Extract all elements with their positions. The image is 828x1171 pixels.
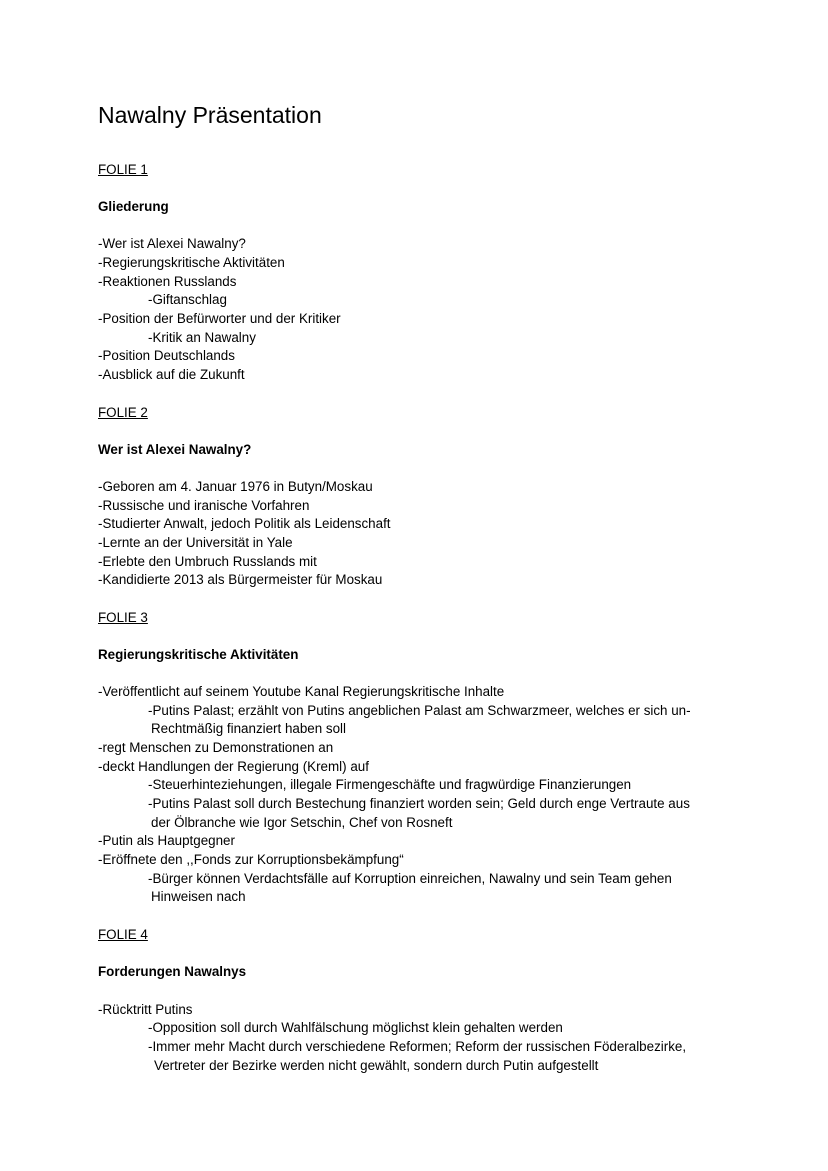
slide-3-line: -Putin als Hauptgegner — [98, 833, 235, 848]
slide-2-line: -Geboren am 4. Januar 1976 in Butyn/Moskau — [98, 479, 373, 494]
slide-3-subline: Rechtmäßig finanziert haben soll — [151, 721, 347, 736]
slide-3-label: FOLIE 3 — [98, 610, 148, 625]
slide-4-label: FOLIE 4 — [98, 927, 148, 942]
slide-1-line: -Ausblick auf die Zukunft — [98, 367, 245, 382]
slide-3-line: -regt Menschen zu Demonstrationen an — [98, 740, 334, 755]
slide-2-label: FOLIE 2 — [98, 405, 148, 420]
slide-2-line: -Erlebte den Umbruch Russlands mit — [98, 554, 317, 569]
slide-3-line: -Veröffentlicht auf seinem Youtube Kanal Regierungskritische Inhalte — [98, 684, 505, 699]
slide-3-subline: -Putins Palast soll durch Bestechung finanziert worden sein; Geld durch enge Vertraute aus — [148, 796, 690, 811]
slide-2-line: -Studierter Anwalt, jedoch Politik als Leidenschaft — [98, 516, 391, 531]
slide-3-subline: -Steuerhinteziehungen, illegale Firmengeschäfte und fragwürdige Finanzierungen — [148, 777, 632, 792]
slide-1-subline: -Kritik an Nawalny — [148, 330, 256, 345]
slide-3-heading: Regierungskritische Aktivitäten — [98, 647, 299, 662]
slide-3-line: -deckt Handlungen der Regierung (Kreml) auf — [98, 759, 369, 774]
slide-2-line: -Russische und iranische Vorfahren — [98, 498, 310, 513]
slide-3-subline: Hinweisen nach — [151, 889, 246, 904]
slide-1-line: -Wer ist Alexei Nawalny? — [98, 236, 246, 251]
slide-3-subline: der Ölbranche wie Igor Setschin, Chef von Rosneft — [151, 815, 453, 830]
slide-4-heading: Forderungen Nawalnys — [98, 964, 247, 979]
slide-1-line: -Reaktionen Russlands — [98, 274, 237, 289]
slide-2-line: -Lernte an der Universität in Yale — [98, 535, 293, 550]
slide-1-label: FOLIE 1 — [98, 162, 148, 177]
slide-1-subline: -Giftanschlag — [148, 292, 227, 307]
slide-4-subline: -Opposition soll durch Wahlfälschung möglichst klein gehalten werden — [148, 1020, 563, 1035]
slide-3-line: -Eröffnete den ,,Fonds zur Korruptionsbekämpfung“ — [98, 852, 404, 867]
slide-4-line: -Rücktritt Putins — [98, 1002, 193, 1017]
slide-1-heading: Gliederung — [98, 199, 169, 214]
slide-2-line: -Kandidierte 2013 als Bürgermeister für Moskau — [98, 572, 383, 587]
slide-1-line: -Position der Befürworter und der Kritiker — [98, 311, 341, 326]
document-title: Nawalny Präsentation — [98, 102, 322, 128]
slide-3-subline: -Bürger können Verdachtsfälle auf Korruption einreichen, Nawalny und sein Team gehen — [148, 871, 672, 886]
slide-1-line: -Position Deutschlands — [98, 348, 235, 363]
slide-2-heading: Wer ist Alexei Nawalny? — [98, 442, 252, 457]
slide-1-line: -Regierungskritische Aktivitäten — [98, 255, 285, 270]
slide-4-subline: Vertreter der Bezirke werden nicht gewählt, sondern durch Putin aufgestellt — [154, 1058, 599, 1073]
slide-3-subline: -Putins Palast; erzählt von Putins angeblichen Palast am Schwarzmeer, welches er sich un- — [148, 703, 691, 718]
slide-4-subline: -Immer mehr Macht durch verschiedene Reformen; Reform der russischen Föderalbezirke, — [148, 1039, 687, 1054]
